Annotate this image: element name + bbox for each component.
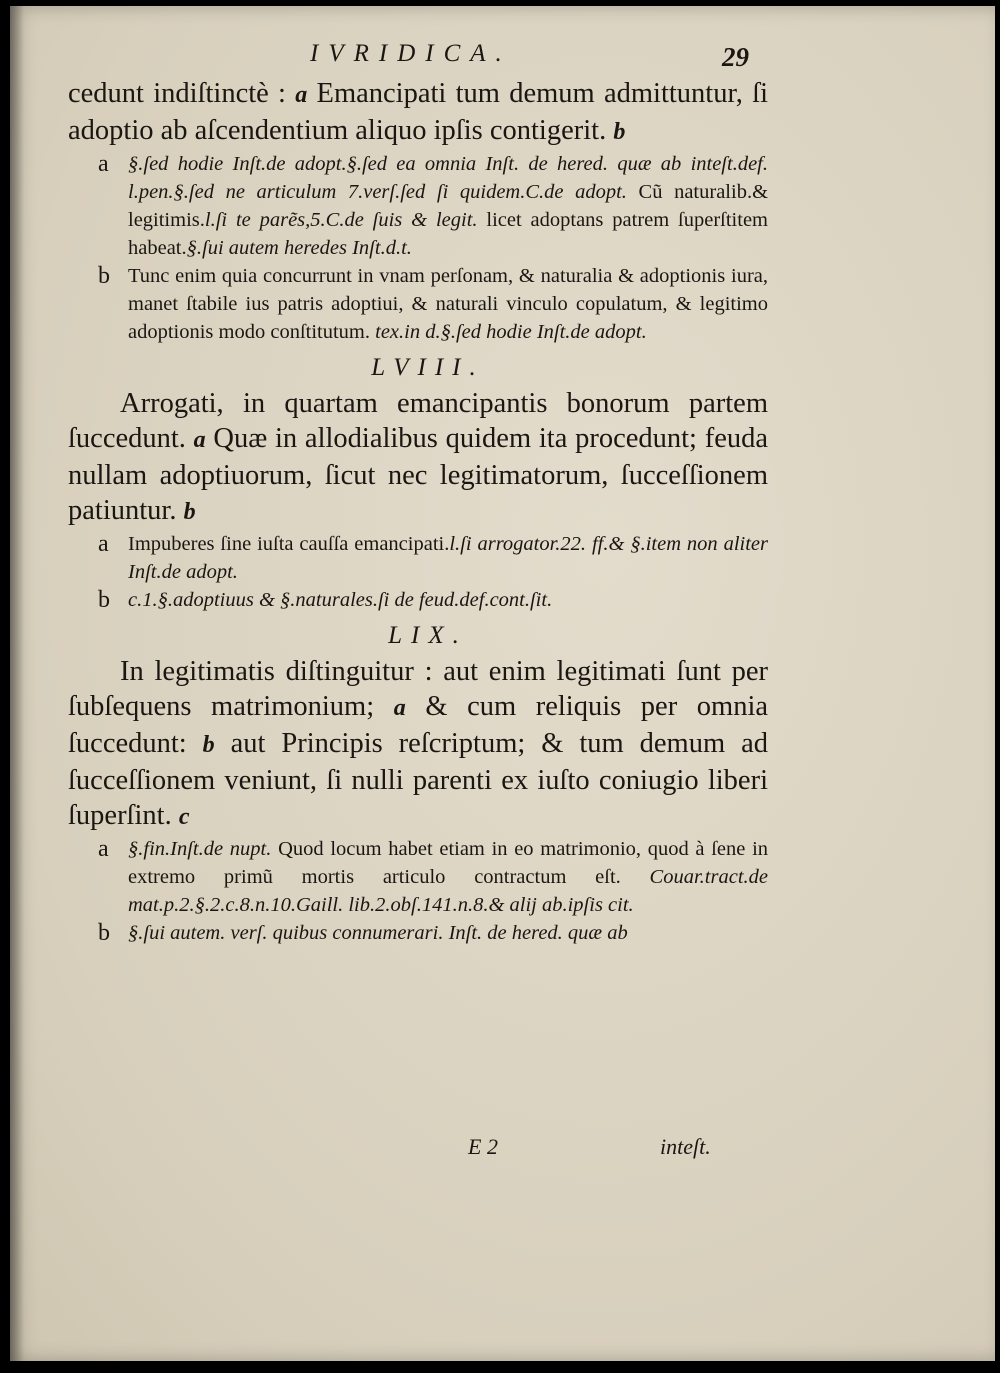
note-b: b c.1.§.adoptiuus & §.naturales.ſi de feud.def.cont.ſit. <box>98 587 553 613</box>
paragraph-58: Arrogati, in quartam emancipantis bonorum partem ſuccedunt. a Quæ in allodialibus quidem ita procedunt; feuda nullam adoptiuorum, ſicut nec legitimatorum, ſucceſſionem patiuntur. b <box>68 388 769 526</box>
note-a: a §.ſed hodie Inſt.de adopt.§.ſed ea omnia Inſt. de hered. quæ ab inteſt.def. l.pen.§.ſed ne articulum 7.verſ.ſed ſi quidem.C.de adopt. Cũ naturalib.& legitimis.l.ſi te parẽs,5.C.de ſuis & legit. licet adoptans patrem ſuperſtitem habeat.§.ſui autem heredes Inſt.d.t. <box>98 151 769 259</box>
footnote-ref-c: c <box>178 804 190 830</box>
footnote-ref-a: a <box>295 82 308 108</box>
notes-block-1 <box>68 150 768 346</box>
note-a: a Impuberes ſine iuſta cauſſa emancipati.l.ſi arrogator.22. ff.& §.item non aliter Inſt.de adopt. <box>98 531 768 583</box>
footnote-ref-a: a <box>193 427 206 453</box>
body-text <box>68 76 768 953</box>
signature-mark: E 2 <box>468 1134 498 1159</box>
section-heading-59: LIX. <box>388 622 468 649</box>
paragraph-59: In legitimatis diſtinguitur : aut enim legitimati ſunt per ſubſequens matrimonium; a & cum reliquis per omnia ſuccedunt: b aut Principis reſcriptum; & tum demum ad ſucceſſionem veniunt, ſi nulli parenti ex iuſto coniugio liberi ſuperſint. c <box>68 656 769 831</box>
notes-block-2 <box>68 530 768 614</box>
page-gutter-shadow <box>10 6 24 1361</box>
note-a: a §.fin.Inſt.de nupt. Quod locum habet etiam in eo matrimonio, quod à ſene in extremo primũ mortis articulo contractum eſt. Couar.tract.de mat.p.2.§.2.c.8.n.10.Gaill. lib.2.obſ.141.n.8.& alij ab.ipſis cit. <box>98 836 769 916</box>
running-head: IVRIDICA. <box>310 40 512 67</box>
footnote-ref-b: b <box>202 732 215 758</box>
note-b: b §.ſui autem. verſ. quibus connumerari. Inſt. de hered. quæ ab <box>98 920 628 946</box>
section-heading-58: LVIII. <box>371 354 485 381</box>
notes-block-3 <box>68 835 768 947</box>
footnote-ref-a: a <box>393 695 406 721</box>
catchword: inteſt. <box>660 1134 711 1159</box>
footnote-ref-b: b <box>183 499 196 525</box>
note-b: b Tunc enim quia concurrunt in vnam perſonam, & naturalia & adoptionis iura, manet ſtabile ius patris adoptiui, & naturali vinculo copulatum, & legitimo adoptionis modo conſtitutum. tex.in d.§.ſed hodie Inſt.de adopt. <box>98 263 768 343</box>
page-number: 29 <box>722 42 749 72</box>
book-page <box>10 6 995 1361</box>
paragraph-continuation: cedunt indiſtinctè : a Emancipati tum demum admittuntur, ſi adoptio ab aſcendentium aliquo ipſis contigerit. b <box>68 78 769 146</box>
footnote-ref-b: b <box>613 119 626 145</box>
